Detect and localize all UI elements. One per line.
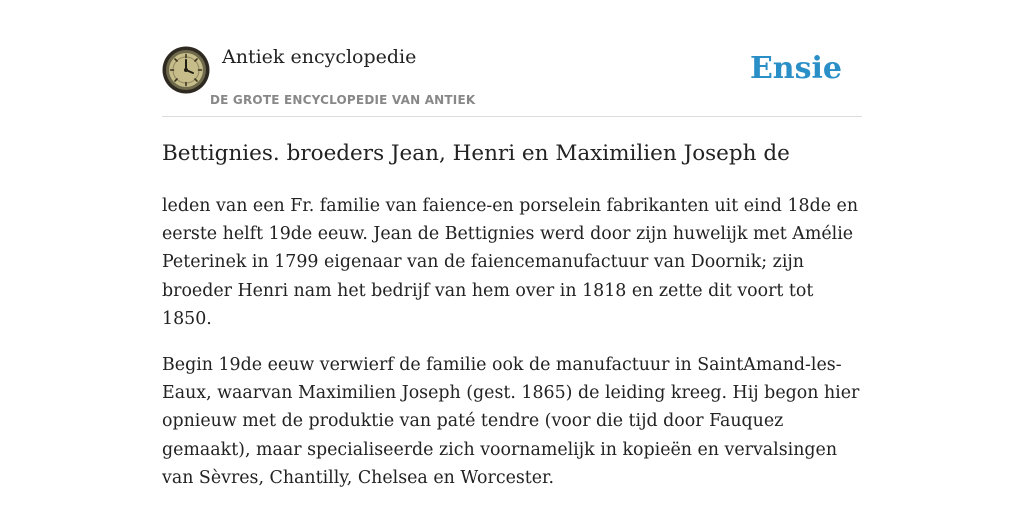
- article-paragraph: leden van een Fr. familie van faience-en porselein fabrikanten uit eind 18de en eerste helft 19de eeuw. Jean de Bettignies werd door zijn huwelijk met Amélie Peterinek in 1799 eigenaar van de faiencemanufactuur van Doornik; zijn broeder Henri nam het bedrijf van hem over in 1818 en zette dit voort tot 1850.: [162, 196, 859, 329]
- ensie-logo-link[interactable]: Ensie: [749, 51, 842, 86]
- page-title: Bettignies. broeders Jean, Henri en Maximilien Joseph de: [162, 141, 790, 166]
- site-tagline: DE GROTE ENCYCLOPEDIE VAN ANTIEK: [210, 93, 476, 107]
- article-paragraph: Begin 19de eeuw verwierf de familie ook de manufactuur in SaintAmand-les-Eaux, waarvan Maximilien Joseph (gest. 1865) de leiding kreeg. Hij begon hier opnieuw met de produktie van paté tendre (voor die tijd door Fauquez gemaakt), maar specialiseerde zich voornamelijk in kopieën en vervalsingen van Sèvres, Chantilly, Chelsea en Worcester.: [162, 355, 860, 488]
- antique-clock-icon[interactable]: [162, 46, 210, 94]
- site-header: [162, 44, 862, 117]
- site-name[interactable]: Antiek encyclopedie: [222, 46, 417, 68]
- article-body: [162, 192, 868, 510]
